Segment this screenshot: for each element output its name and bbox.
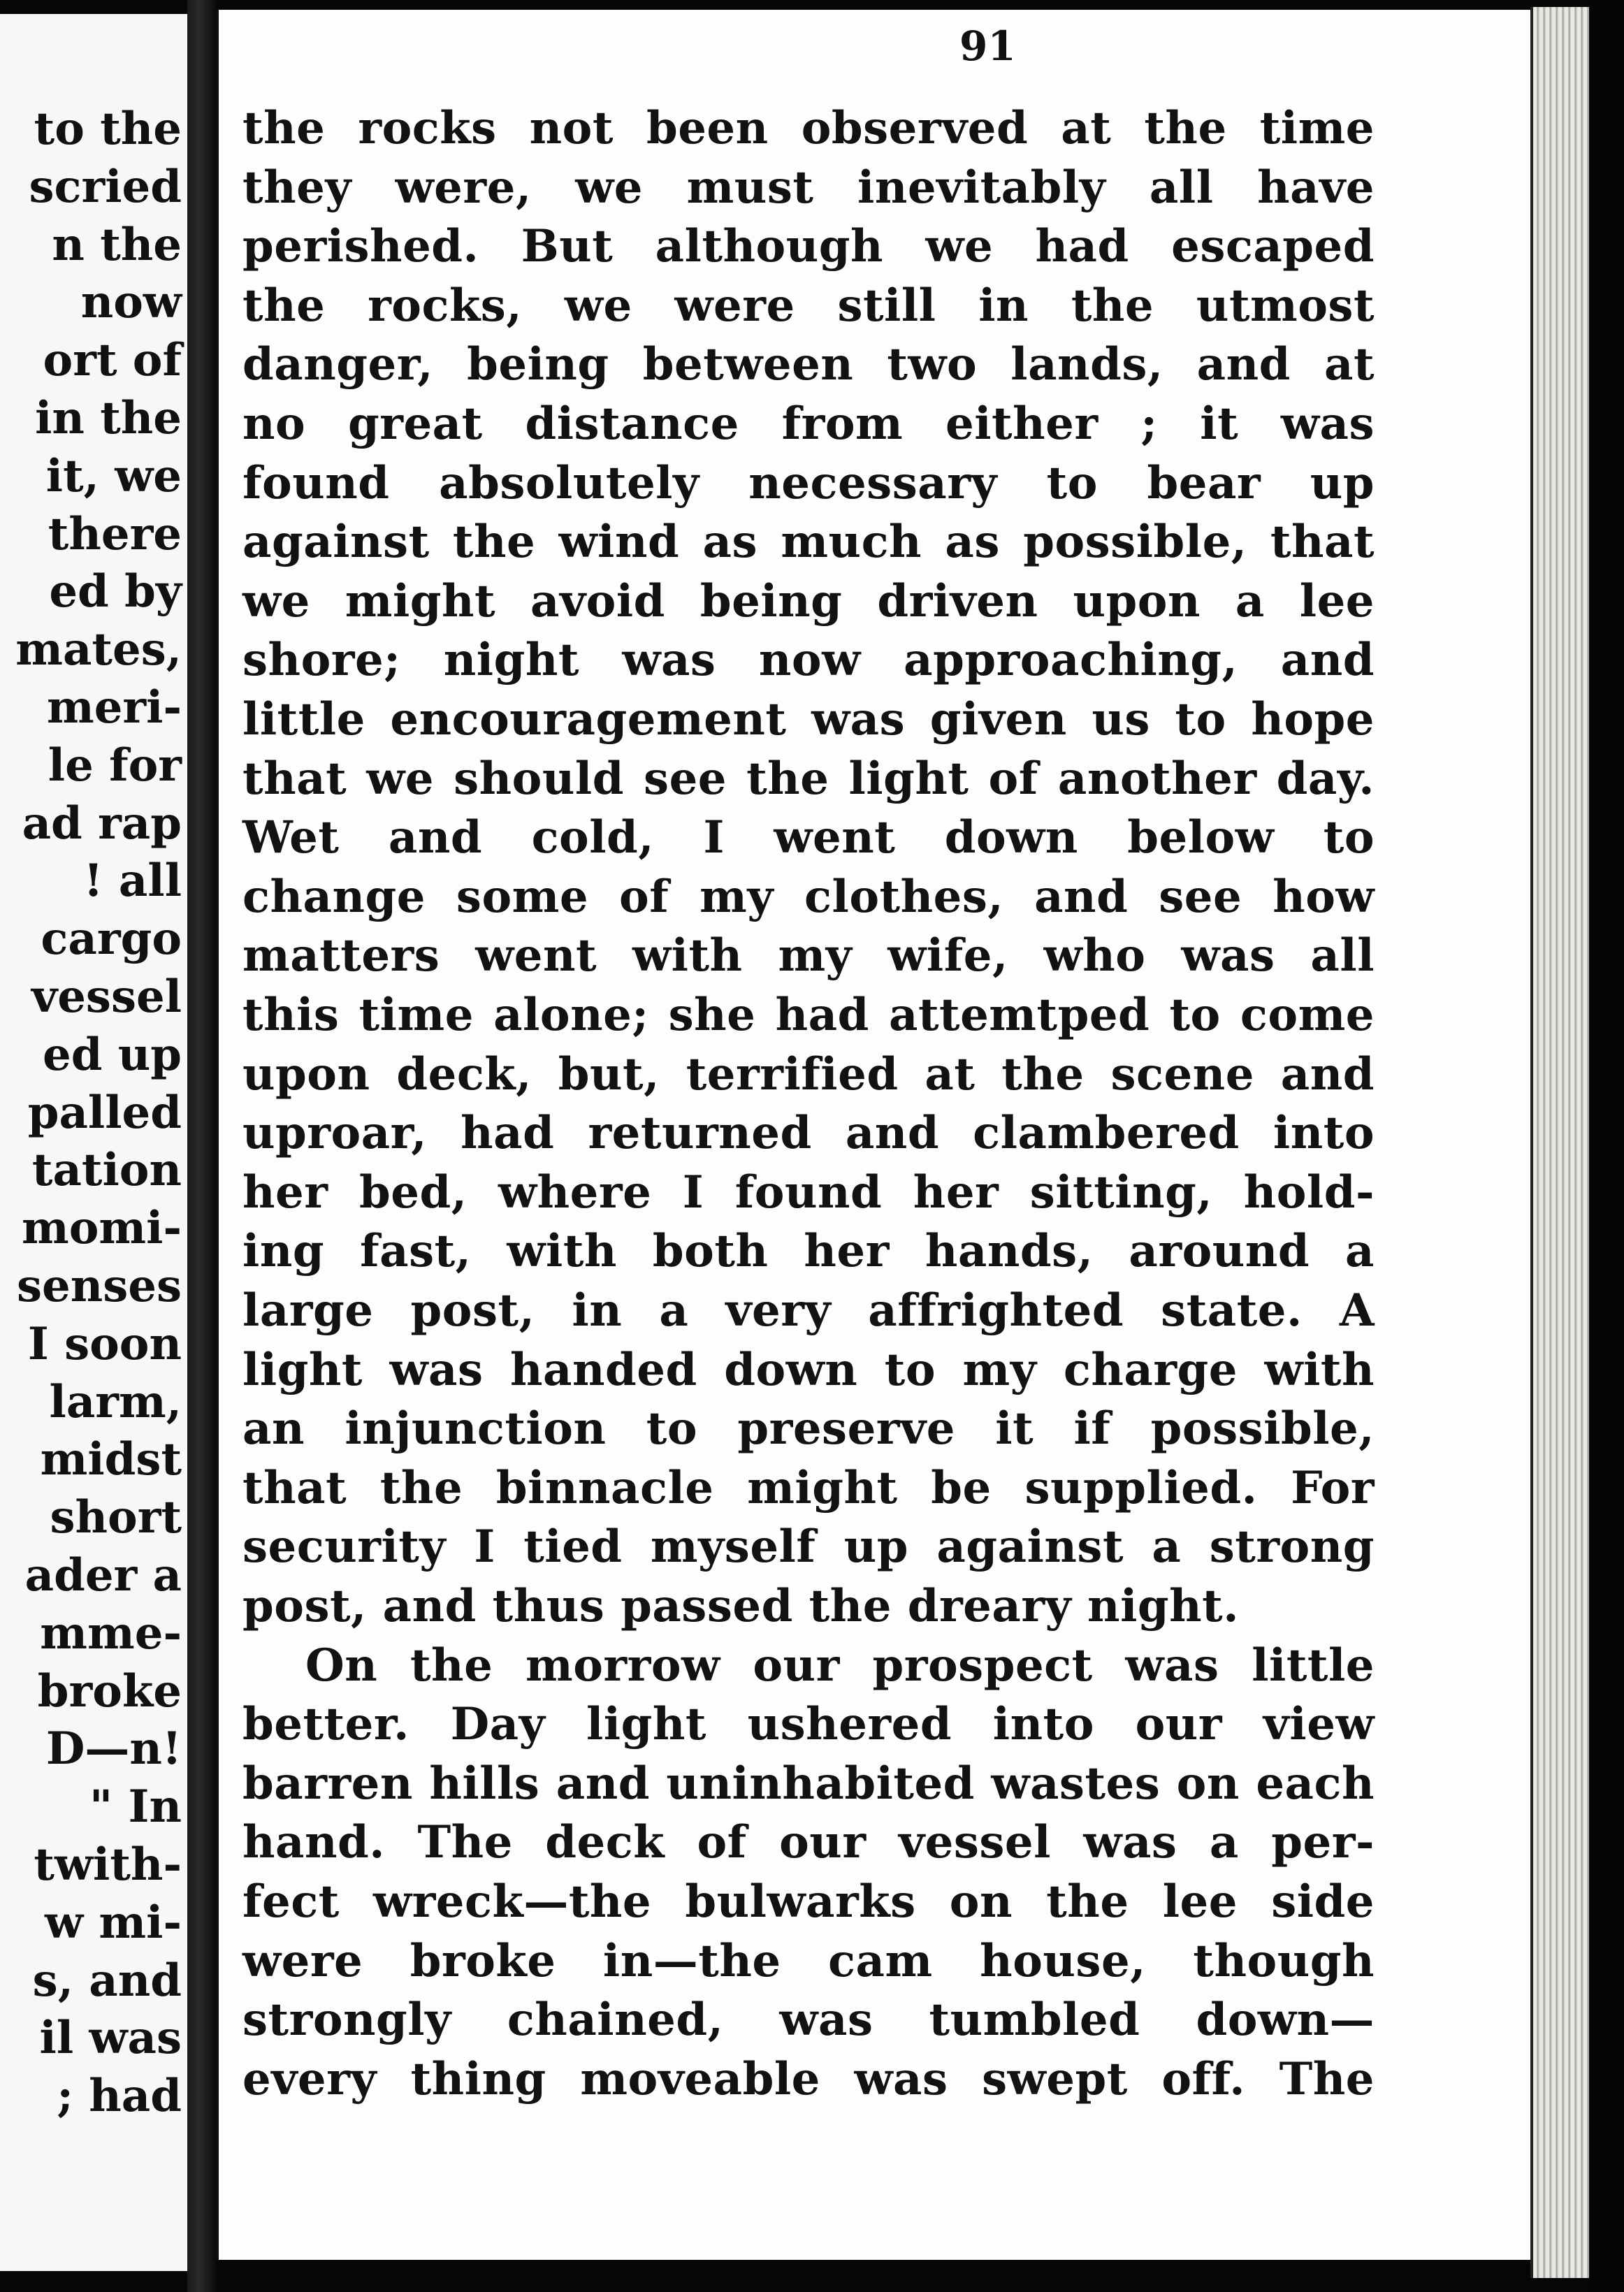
left-page-line: momi- (22, 1202, 182, 1255)
text-line: the rocks, we were still in the utmost (242, 279, 1375, 332)
book-gutter (187, 0, 217, 2292)
text-line: this time alone; she had attemtped to come (242, 989, 1375, 1041)
left-page-line: in the (35, 392, 182, 444)
left-page (0, 14, 187, 2271)
left-page-line: mme- (40, 1606, 182, 1660)
left-page-line: there (48, 507, 182, 560)
left-page-line: meri- (46, 681, 182, 734)
left-page-line: s, and (32, 1954, 182, 2007)
text-line: change some of my clothes, and see how (242, 870, 1375, 923)
left-page-line: ad rap (22, 797, 182, 850)
text-line: fect wreck—the bulwarks on the lee side (242, 1876, 1375, 1928)
text-line: her bed, where I found her sitting, hold- (242, 1166, 1375, 1219)
left-page-line: " In (89, 1780, 182, 1834)
left-page-line: now (80, 276, 182, 329)
left-page-line: cargo (41, 913, 182, 966)
left-page-line: vessel (31, 971, 182, 1023)
left-page-line: ed by (49, 565, 182, 618)
text-line: matters went with my wife, who was all (242, 929, 1375, 982)
text-line: perished. But although we had escaped (242, 220, 1375, 273)
left-page-line: broke (37, 1664, 182, 1718)
text-line: security I tied myself up against a strong (242, 1521, 1375, 1574)
page-fore-edge (1530, 7, 1592, 2278)
left-page-line: it, we (45, 449, 182, 502)
text-line: ing fast, with both her hands, around a (242, 1225, 1375, 1278)
left-page-line: I soon (27, 1317, 182, 1370)
left-page-line: ort of (43, 334, 182, 387)
text-line: the rocks not been observed at the time (242, 102, 1375, 154)
text-line: they were, we must inevitably all have (242, 161, 1375, 214)
left-page-line: palled (27, 1086, 182, 1139)
page-number: 91 (959, 22, 1016, 70)
text-line: against the wind as much as possible, that (242, 516, 1375, 569)
left-page-line: ! all (83, 855, 182, 908)
text-line: On the morrow our prospect was little (305, 1639, 1375, 1692)
text-line: strongly chained, was tumbled down— (242, 1994, 1375, 2047)
left-page-line: short (50, 1491, 182, 1544)
text-line: large post, in a very affrighted state. A (242, 1284, 1375, 1337)
left-page-line: tation (31, 1144, 182, 1197)
left-page-line: larm, (49, 1375, 182, 1428)
text-line: an injunction to preserve it if possible, (242, 1402, 1375, 1456)
text-line: were broke in—the cam house, though (242, 1934, 1375, 1987)
left-page-line: mates, (15, 623, 182, 676)
left-page-line: n the (52, 218, 182, 271)
text-line: light was handed down to my charge with (242, 1343, 1375, 1396)
text-line: danger, being between two lands, and at (242, 338, 1375, 391)
text-line: post, and thus passed the dreary night. (242, 1580, 1239, 1632)
background-shadow (1589, 0, 1624, 2292)
left-page-line: ; had (57, 2070, 182, 2123)
left-page-line: w mi- (45, 1896, 182, 1949)
left-page-line: ed up (42, 1028, 182, 1081)
text-line: little encouragement was given us to hope (242, 693, 1375, 746)
text-line: Wet and cold, I went down below to (242, 811, 1375, 864)
text-line: hand. The deck of our vessel was a per- (242, 1816, 1375, 1869)
left-page-line: twith- (34, 1838, 182, 1891)
text-line: uproar, had returned and clambered into (242, 1107, 1375, 1160)
left-page-line: to the (34, 103, 182, 155)
left-page-line: ader a (24, 1549, 182, 1602)
text-line: that the binnacle might be supplied. For (242, 1461, 1375, 1514)
text-line: better. Day light ushered into our view (242, 1698, 1375, 1751)
left-page-line: midst (40, 1433, 182, 1486)
left-page-line: D—n! (45, 1722, 182, 1776)
text-line: barren hills and uninhabited wastes on each (242, 1757, 1375, 1810)
text-line: we might avoid being driven upon a lee (242, 574, 1375, 628)
text-line: upon deck, but, terrified at the scene and (242, 1047, 1375, 1101)
left-page-line: il was (39, 2012, 182, 2065)
text-line: shore; night was now approaching, and (242, 634, 1375, 687)
main-page (217, 10, 1532, 2260)
text-line: every thing moveable was swept off. The (242, 2052, 1375, 2105)
text-line: found absolutely necessary to bear up (242, 456, 1375, 509)
left-page-line: scried (29, 160, 182, 213)
text-line: that we should see the light of another day. (242, 752, 1375, 805)
left-page-line: senses (16, 1260, 182, 1312)
left-page-line: le for (48, 739, 182, 792)
text-line: no great distance from either ; it was (242, 398, 1375, 450)
